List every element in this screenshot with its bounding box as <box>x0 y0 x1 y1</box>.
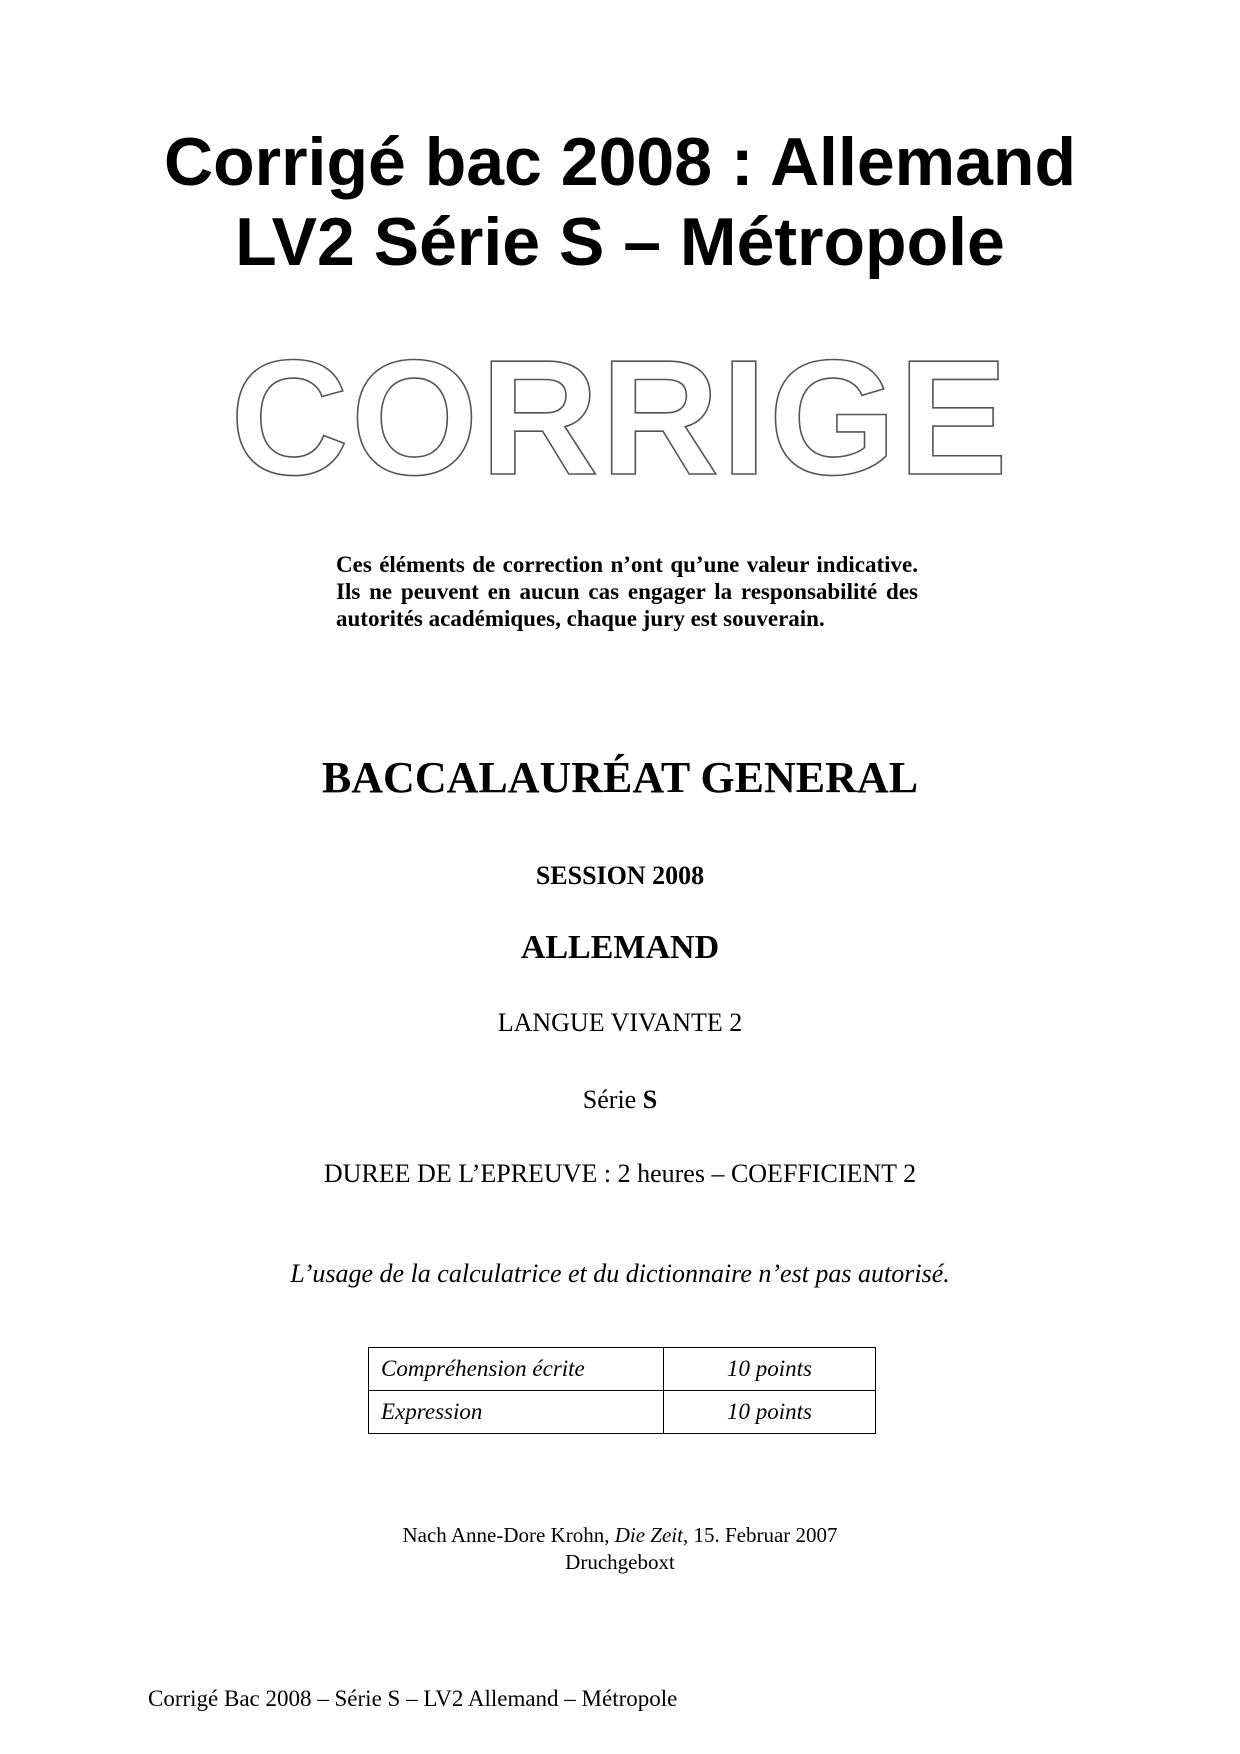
disclaimer-text: Ces éléments de correction n’ont qu’une valeur indicative. Ils ne peuvent en aucun cas engager la responsabilité des autorités académiques, chaque jury est souverain. <box>336 552 918 631</box>
corrige-stamp-text: CORRIGE <box>230 338 1010 498</box>
exam-duration: DUREE DE L’EPREUVE : 2 heures – COEFFICIENT 2 <box>323 1159 917 1188</box>
calculator-note: L’usage de la calculatrice et du dictionnaire n’est pas autorisé. <box>290 1259 950 1288</box>
scoring-label: Expression <box>369 1391 664 1434</box>
scoring-points: 10 points <box>664 1348 876 1391</box>
exam-serie <box>0 1085 1240 1115</box>
source-citation <box>0 1522 1240 1576</box>
title-line-2: LV2 Série S – Métropole <box>235 204 1005 280</box>
exam-subject: ALLEMAND <box>520 929 720 966</box>
source-publication: Die Zeit <box>614 1523 683 1547</box>
scoring-label: Compréhension écrite <box>369 1348 664 1391</box>
table-row <box>369 1348 876 1391</box>
scoring-points: 10 points <box>664 1391 876 1434</box>
serie-value: S <box>642 1085 658 1114</box>
exam-title: BACCALAURÉAT GENERAL <box>321 753 919 802</box>
corrige-stamp <box>0 338 1240 498</box>
source-article-title: Druchgeboxt <box>565 1550 675 1574</box>
source-prefix: Nach Anne-Dore Krohn, <box>402 1523 615 1547</box>
table-row <box>369 1391 876 1434</box>
exam-language-level: LANGUE VIVANTE 2 <box>497 1008 743 1037</box>
document-title <box>0 122 1240 282</box>
source-line <box>0 1522 1240 1549</box>
exam-session: SESSION 2008 <box>535 861 705 890</box>
title-line-1: Corrigé bac 2008 : Allemand <box>163 124 1077 200</box>
source-date: , 15. Februar 2007 <box>682 1523 838 1547</box>
scoring-table <box>368 1347 876 1434</box>
page-footer: Corrigé Bac 2008 – Série S – LV2 Allemand – Métropole <box>148 1686 678 1711</box>
serie-label: Série <box>582 1085 643 1114</box>
